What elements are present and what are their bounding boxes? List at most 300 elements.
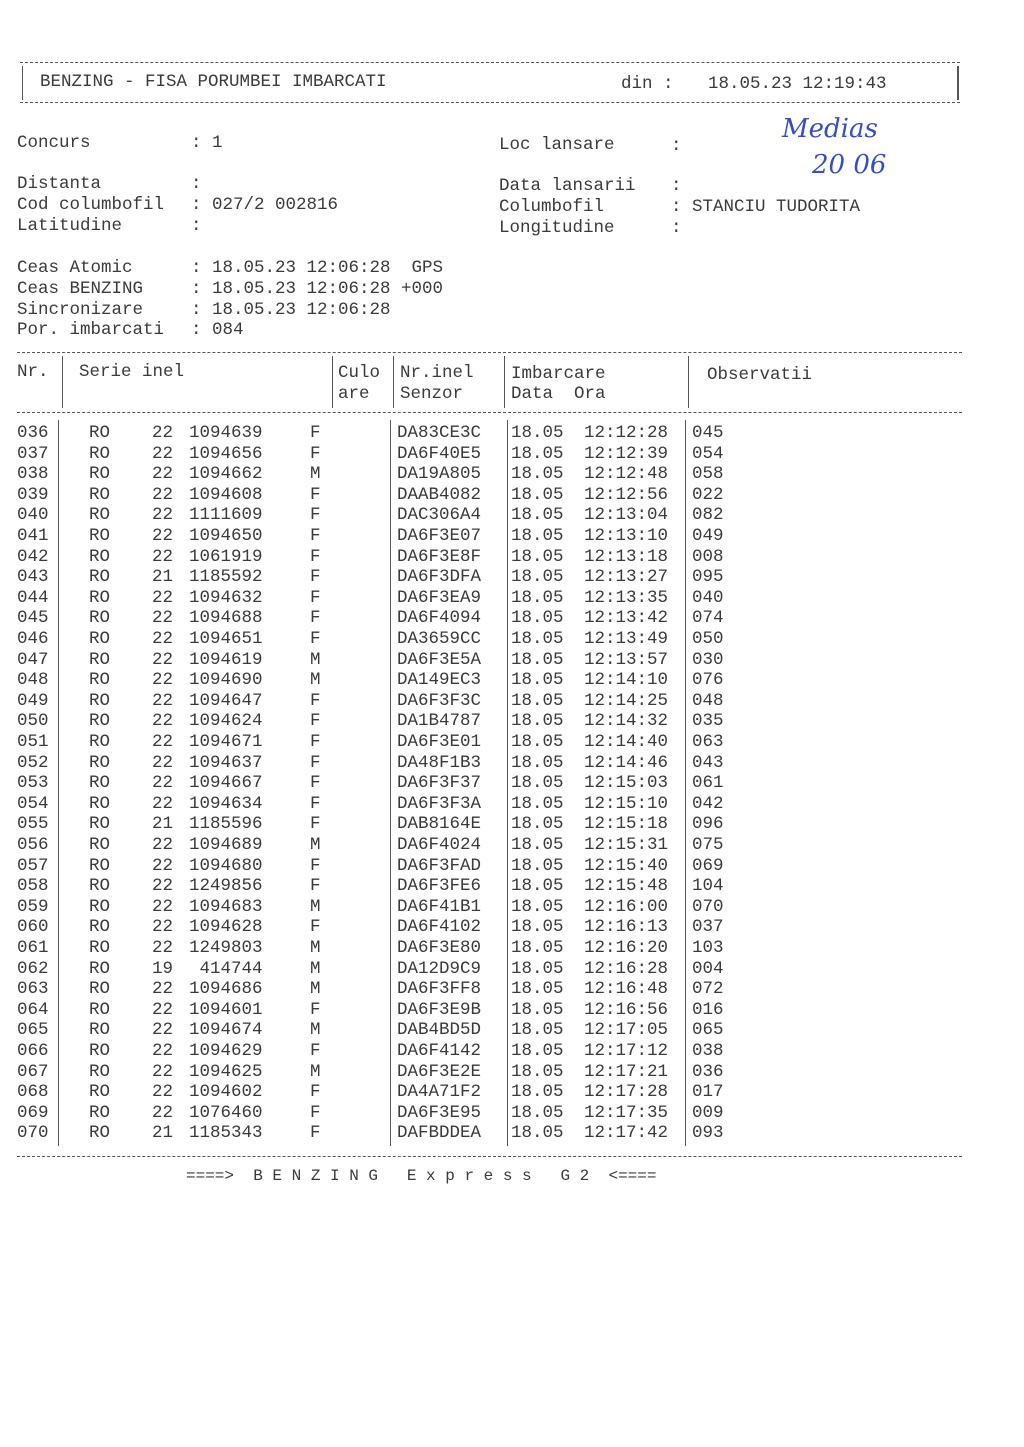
row-nr: 041 — [17, 526, 49, 546]
handwritten-date: 20 06 — [812, 150, 887, 180]
row-date: 18.05 — [511, 567, 564, 588]
row-country: RO — [89, 1102, 111, 1123]
row-nr: 056 — [17, 835, 49, 855]
table-row — [0, 507, 1024, 528]
row-time: 12:17:42 — [584, 1123, 669, 1144]
row-sex: F — [310, 711, 321, 732]
row-ring: 1094671 — [189, 732, 263, 752]
row-observatii: 048 — [692, 690, 724, 711]
row-sex: F — [310, 546, 321, 567]
table-row — [0, 425, 1024, 446]
table-row — [0, 981, 1024, 1002]
ceas-benzing-label: Ceas BENZING — [17, 279, 144, 299]
row-ring: 1076460 — [189, 1102, 263, 1123]
row-country: RO — [89, 896, 111, 917]
row-ring: 1094628 — [189, 917, 263, 938]
row-ring: 1094602 — [189, 1082, 263, 1103]
row-sensor: DA6F4102 — [397, 917, 482, 938]
row-date: 18.05 — [511, 1123, 564, 1144]
table-row — [0, 1125, 1024, 1146]
row-observatii: 082 — [692, 505, 724, 526]
row-sex: F — [310, 752, 321, 773]
table-row — [0, 1061, 1024, 1085]
row-country: RO — [89, 876, 111, 897]
row-observatii: 040 — [692, 587, 724, 608]
row-ring: 1094650 — [189, 526, 263, 546]
row-observatii: 103 — [692, 938, 724, 958]
row-nr: 039 — [17, 484, 49, 505]
row-sensor: DA6F4142 — [397, 1041, 482, 1061]
row-sex: F — [310, 484, 321, 505]
row-time: 12:12:39 — [584, 443, 669, 464]
row-date: 18.05 — [511, 1020, 564, 1041]
header-left-border — [22, 66, 23, 100]
row-country: RO — [89, 793, 111, 814]
row-ring: 1094608 — [189, 484, 263, 505]
row-nr: 038 — [17, 464, 49, 485]
row-sensor: DAFBDDEA — [397, 1123, 482, 1144]
row-ring: 1094601 — [189, 999, 263, 1020]
row-sensor: DA6F4094 — [397, 608, 482, 629]
row-date: 18.05 — [511, 773, 564, 794]
row-nr: 065 — [17, 1020, 49, 1041]
row-time: 12:13:18 — [584, 546, 669, 567]
cod-columbofil-label: Cod columbofil — [17, 195, 165, 215]
row-ring: 1094629 — [189, 1041, 263, 1061]
row-date: 18.05 — [511, 711, 564, 732]
row-country: RO — [89, 732, 111, 752]
header-separator — [504, 356, 505, 408]
row-date: 18.05 — [511, 423, 564, 443]
row-sex: F — [310, 732, 321, 752]
table-row — [0, 1084, 1024, 1105]
row-nr: 057 — [17, 855, 49, 876]
row-country: RO — [89, 587, 111, 608]
table-row — [0, 546, 1024, 570]
loc-lansare-label: Loc lansare — [499, 135, 615, 155]
row-sex: F — [310, 855, 321, 876]
row-observatii: 008 — [692, 546, 724, 567]
row-sensor: DA6F3E07 — [397, 526, 482, 546]
row-year: 22 — [152, 690, 174, 711]
ceas-atomic-label: Ceas Atomic — [17, 258, 133, 278]
row-year: 22 — [152, 546, 174, 567]
row-country: RO — [89, 917, 111, 938]
row-year: 22 — [152, 979, 174, 1000]
row-date: 18.05 — [511, 1102, 564, 1123]
row-time: 12:13:04 — [584, 505, 669, 526]
row-country: RO — [89, 855, 111, 876]
row-sensor: DA6F3DFA — [397, 567, 482, 588]
row-nr: 064 — [17, 999, 49, 1020]
row-date: 18.05 — [511, 1082, 564, 1103]
row-country: RO — [89, 814, 111, 835]
footer-brand: ====> B E N Z I N G E x p r e s s G 2 <==== — [186, 1167, 657, 1185]
row-date: 18.05 — [511, 958, 564, 979]
row-year: 22 — [152, 629, 174, 649]
table-row — [0, 855, 1024, 879]
column-header-nr: Nr. — [17, 362, 49, 382]
row-date: 18.05 — [511, 587, 564, 608]
row-sensor: DA6F3F37 — [397, 773, 482, 794]
row-sex: M — [310, 1061, 321, 1082]
row-year: 22 — [152, 484, 174, 505]
row-country: RO — [89, 608, 111, 629]
row-date: 18.05 — [511, 1061, 564, 1082]
row-sensor: DAB4BD5D — [397, 1020, 482, 1041]
row-nr: 042 — [17, 546, 49, 567]
row-time: 12:16:20 — [584, 938, 669, 958]
row-ring: 1094651 — [189, 629, 263, 649]
row-year: 21 — [152, 814, 174, 835]
row-time: 12:14:40 — [584, 732, 669, 752]
row-observatii: 076 — [692, 670, 724, 691]
row-time: 12:14:25 — [584, 690, 669, 711]
row-time: 12:14:32 — [584, 711, 669, 732]
table-row — [0, 528, 1024, 549]
row-time: 12:16:13 — [584, 917, 669, 938]
loc-lansare-value: : — [671, 136, 682, 156]
row-year: 22 — [152, 917, 174, 938]
row-date: 18.05 — [511, 814, 564, 835]
row-sex: F — [310, 526, 321, 546]
row-sex: M — [310, 1020, 321, 1041]
table-row — [0, 793, 1024, 817]
row-year: 22 — [152, 855, 174, 876]
row-sensor: DA1B4787 — [397, 711, 482, 732]
row-observatii: 037 — [692, 917, 724, 938]
row-country: RO — [89, 1061, 111, 1082]
row-sex: M — [310, 649, 321, 670]
row-nr: 046 — [17, 629, 49, 649]
row-observatii: 042 — [692, 793, 724, 814]
row-year: 22 — [152, 423, 174, 443]
header-separator — [62, 356, 63, 408]
row-nr: 050 — [17, 711, 49, 732]
columbofil-value: : STANCIU TUDORITA — [671, 197, 861, 217]
row-observatii: 063 — [692, 732, 724, 752]
row-sensor: DA6F3EA9 — [397, 587, 482, 608]
row-sex: F — [310, 793, 321, 814]
row-year: 22 — [152, 1020, 174, 1041]
table-row — [0, 896, 1024, 920]
row-observatii: 038 — [692, 1041, 724, 1061]
row-sex: F — [310, 1082, 321, 1103]
row-ring: 1094637 — [189, 752, 263, 773]
row-observatii: 016 — [692, 999, 724, 1020]
table-top-rule — [17, 352, 962, 353]
row-time: 12:16:48 — [584, 979, 669, 1000]
por-imbarcati-label: Por. imbarcati — [17, 320, 165, 340]
row-observatii: 061 — [692, 773, 724, 794]
row-country: RO — [89, 1082, 111, 1103]
row-year: 22 — [152, 1041, 174, 1061]
row-observatii: 093 — [692, 1123, 724, 1144]
row-time: 12:17:28 — [584, 1082, 669, 1103]
row-observatii: 069 — [692, 855, 724, 876]
row-year: 22 — [152, 608, 174, 629]
latitudine-label: Latitudine — [17, 216, 123, 236]
row-observatii: 075 — [692, 835, 724, 855]
row-nr: 059 — [17, 896, 49, 917]
concurs-value: : 1 — [191, 133, 223, 153]
table-row — [0, 443, 1024, 467]
row-sex: M — [310, 979, 321, 1000]
row-time: 12:15:40 — [584, 855, 669, 876]
row-nr: 063 — [17, 979, 49, 1000]
row-country: RO — [89, 1020, 111, 1041]
row-ring: 1094686 — [189, 979, 263, 1000]
row-country: RO — [89, 670, 111, 691]
row-date: 18.05 — [511, 732, 564, 752]
row-ring: 1094690 — [189, 670, 263, 691]
table-row — [0, 466, 1024, 487]
row-sensor: DA6F3E8F — [397, 546, 482, 567]
document-title: BENZING - FISA PORUMBEI IMBARCATI — [40, 72, 387, 92]
row-time: 12:13:57 — [584, 649, 669, 670]
row-sensor: DA6F3F3C — [397, 690, 482, 711]
row-year: 21 — [152, 1123, 174, 1144]
row-sensor: DAC306A4 — [397, 505, 482, 526]
row-observatii: 045 — [692, 423, 724, 443]
row-ring: 1094624 — [189, 711, 263, 732]
row-date: 18.05 — [511, 855, 564, 876]
sincronizare-value: : 18.05.23 12:06:28 — [191, 300, 391, 320]
header-separator — [393, 356, 394, 408]
row-time: 12:17:12 — [584, 1041, 669, 1061]
row-country: RO — [89, 938, 111, 958]
row-observatii: 043 — [692, 752, 724, 773]
row-ring: 1094639 — [189, 423, 263, 443]
row-country: RO — [89, 773, 111, 794]
longitudine-value: : — [671, 218, 682, 238]
row-time: 12:16:00 — [584, 896, 669, 917]
row-country: RO — [89, 1041, 111, 1061]
row-nr: 049 — [17, 690, 49, 711]
row-time: 12:12:28 — [584, 423, 669, 443]
table-header-rule — [17, 412, 962, 413]
table-row — [0, 587, 1024, 611]
row-year: 22 — [152, 999, 174, 1020]
table-row — [0, 878, 1024, 899]
row-ring: 1094662 — [189, 464, 263, 485]
row-nr: 043 — [17, 567, 49, 588]
row-sex: F — [310, 423, 321, 443]
row-country: RO — [89, 1123, 111, 1144]
row-date: 18.05 — [511, 917, 564, 938]
row-date: 18.05 — [511, 896, 564, 917]
row-observatii: 050 — [692, 629, 724, 649]
row-year: 22 — [152, 793, 174, 814]
table-row — [0, 631, 1024, 652]
row-year: 22 — [152, 1082, 174, 1103]
row-nr: 048 — [17, 670, 49, 691]
header-bottom-rule — [20, 102, 960, 103]
row-year: 22 — [152, 1102, 174, 1123]
row-country: RO — [89, 711, 111, 732]
row-observatii: 017 — [692, 1082, 724, 1103]
table-row — [0, 484, 1024, 508]
row-sensor: DA6F3E01 — [397, 732, 482, 752]
column-header-culoare: Culo — [338, 363, 381, 383]
table-row — [0, 919, 1024, 940]
row-country: RO — [89, 526, 111, 546]
sincronizare-label: Sincronizare — [17, 300, 144, 320]
row-year: 22 — [152, 835, 174, 855]
row-country: RO — [89, 979, 111, 1000]
column-header-nr-inel: Nr.inel — [400, 363, 474, 383]
row-country: RO — [89, 443, 111, 464]
row-sensor: DA6F41B1 — [397, 896, 482, 917]
row-time: 12:13:10 — [584, 526, 669, 546]
row-sex: M — [310, 938, 321, 958]
row-ring: 1094647 — [189, 690, 263, 711]
column-header-data-ora: Data Ora — [511, 384, 606, 404]
row-sex: F — [310, 1102, 321, 1123]
row-country: RO — [89, 546, 111, 567]
row-sensor: DA6F3E80 — [397, 938, 482, 958]
header-top-rule — [20, 62, 960, 63]
row-country: RO — [89, 752, 111, 773]
table-row — [0, 1022, 1024, 1043]
header-right-border — [957, 66, 959, 100]
row-date: 18.05 — [511, 876, 564, 897]
row-observatii: 095 — [692, 567, 724, 588]
row-sensor: DA6F3FE6 — [397, 876, 482, 897]
table-row — [0, 690, 1024, 714]
row-sex: F — [310, 1123, 321, 1144]
distanta-label: Distanta — [17, 174, 102, 194]
row-time: 12:15:48 — [584, 876, 669, 897]
row-country: RO — [89, 423, 111, 443]
row-time: 12:16:28 — [584, 958, 669, 979]
row-nr: 051 — [17, 732, 49, 752]
row-ring: 1094688 — [189, 608, 263, 629]
table-row — [0, 713, 1024, 734]
row-time: 12:12:56 — [584, 484, 669, 505]
row-year: 22 — [152, 443, 174, 464]
table-row — [0, 1102, 1024, 1126]
row-nr: 058 — [17, 876, 49, 897]
row-date: 18.05 — [511, 546, 564, 567]
row-ring: 1249803 — [189, 938, 263, 958]
row-country: RO — [89, 690, 111, 711]
row-ring: 1094625 — [189, 1061, 263, 1082]
row-date: 18.05 — [511, 793, 564, 814]
row-sex: F — [310, 567, 321, 588]
row-sensor: DA48F1B3 — [397, 752, 482, 773]
distanta-value: : — [191, 174, 202, 194]
row-year: 22 — [152, 505, 174, 526]
row-ring: 414744 — [189, 958, 263, 979]
row-year: 19 — [152, 958, 174, 979]
row-nr: 052 — [17, 752, 49, 773]
row-year: 22 — [152, 464, 174, 485]
table-bottom-rule — [17, 1156, 962, 1157]
longitudine-label: Longitudine — [499, 218, 615, 238]
row-nr: 067 — [17, 1061, 49, 1082]
row-observatii: 096 — [692, 814, 724, 835]
row-country: RO — [89, 958, 111, 979]
table-row — [0, 940, 1024, 961]
row-ring: 1185596 — [189, 814, 263, 835]
table-row — [0, 752, 1024, 776]
row-date: 18.05 — [511, 505, 564, 526]
row-year: 22 — [152, 526, 174, 546]
row-year: 22 — [152, 649, 174, 670]
row-sensor: DAAB4082 — [397, 484, 482, 505]
row-year: 22 — [152, 711, 174, 732]
row-sex: F — [310, 876, 321, 897]
row-year: 21 — [152, 567, 174, 588]
row-time: 12:13:49 — [584, 629, 669, 649]
row-nr: 060 — [17, 917, 49, 938]
row-sensor: DA6F4024 — [397, 835, 482, 855]
row-date: 18.05 — [511, 649, 564, 670]
ceas-benzing-value: : 18.05.23 12:06:28 +000 — [191, 279, 444, 299]
row-sensor: DA149EC3 — [397, 670, 482, 691]
row-sex: M — [310, 958, 321, 979]
row-time: 12:12:48 — [584, 464, 669, 485]
row-year: 22 — [152, 732, 174, 752]
row-country: RO — [89, 649, 111, 670]
row-observatii: 036 — [692, 1061, 724, 1082]
row-year: 22 — [152, 773, 174, 794]
row-ring: 1185343 — [189, 1123, 263, 1144]
row-sex: F — [310, 999, 321, 1020]
row-year: 22 — [152, 670, 174, 691]
row-year: 22 — [152, 587, 174, 608]
column-header-culoare-2: are — [338, 384, 370, 404]
row-date: 18.05 — [511, 999, 564, 1020]
row-sex: F — [310, 587, 321, 608]
row-nr: 061 — [17, 938, 49, 958]
row-observatii: 058 — [692, 464, 724, 485]
row-country: RO — [89, 999, 111, 1020]
row-sensor: DA6F3F3A — [397, 793, 482, 814]
table-row — [0, 837, 1024, 858]
row-sensor: DA6F3FF8 — [397, 979, 482, 1000]
handwritten-location: Medias — [782, 114, 878, 144]
row-sex: F — [310, 443, 321, 464]
row-year: 22 — [152, 896, 174, 917]
row-observatii: 009 — [692, 1102, 724, 1123]
row-ring: 1094634 — [189, 793, 263, 814]
concurs-label: Concurs — [17, 133, 91, 153]
table-row — [0, 775, 1024, 796]
row-nr: 045 — [17, 608, 49, 629]
column-header-senzor: Senzor — [400, 384, 464, 404]
row-date: 18.05 — [511, 979, 564, 1000]
row-ring: 1094674 — [189, 1020, 263, 1041]
row-ring: 1094656 — [189, 443, 263, 464]
row-sex: F — [310, 629, 321, 649]
row-sensor: DA6F40E5 — [397, 443, 482, 464]
row-ring: 1061919 — [189, 546, 263, 567]
row-time: 12:17:05 — [584, 1020, 669, 1041]
column-header-observatii: Observatii — [707, 365, 813, 385]
row-sex: F — [310, 814, 321, 835]
row-observatii: 022 — [692, 484, 724, 505]
row-nr: 054 — [17, 793, 49, 814]
header-separator — [688, 356, 689, 408]
data-lansarii-value: : — [671, 176, 682, 196]
row-observatii: 004 — [692, 958, 724, 979]
ceas-atomic-value: : 18.05.23 12:06:28 GPS — [191, 258, 444, 278]
table-row — [0, 816, 1024, 837]
columbofil-label: Columbofil — [499, 197, 605, 217]
row-sensor: DA6F3FAD — [397, 855, 482, 876]
